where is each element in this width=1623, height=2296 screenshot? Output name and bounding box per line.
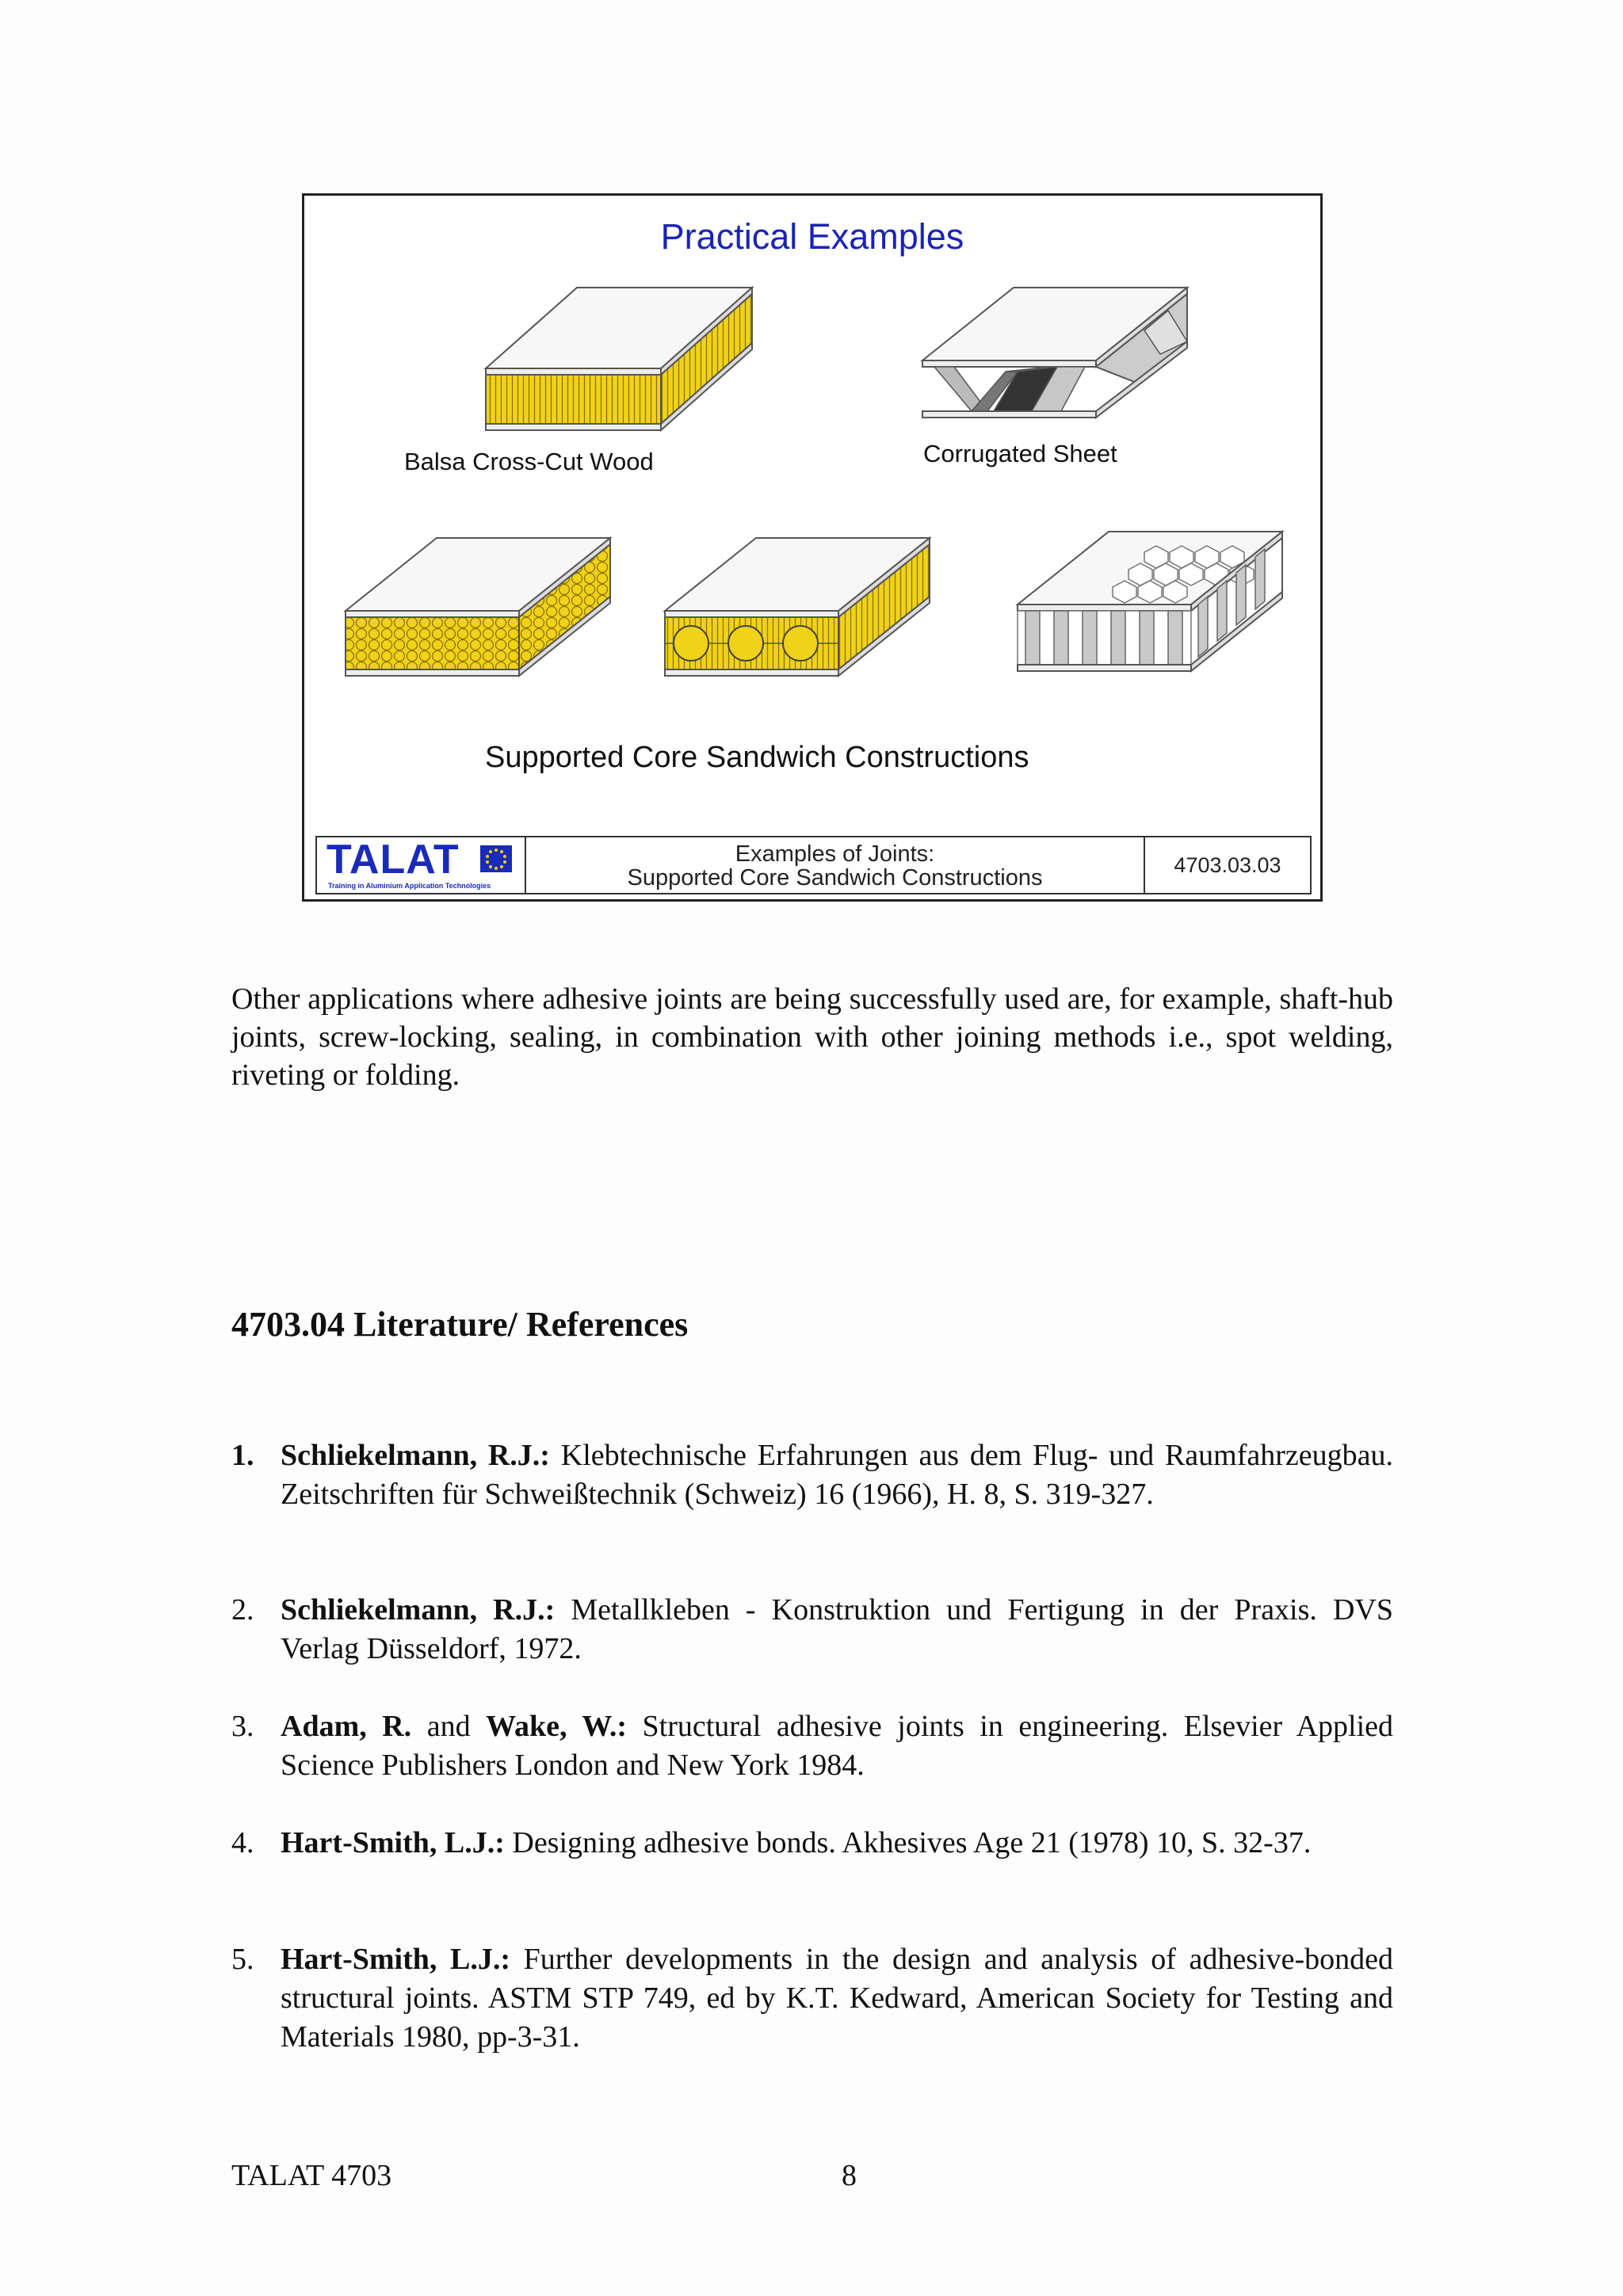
reference-text: Klebtechnische Erfahrungen aus dem Flug- und Raumfahrzeugbau. Zeitschriften für Schweißtechnik (Schweiz) 16 (1966), H. 8, S. 319-327. (281, 1439, 1393, 1511)
reference-connector: and (426, 1710, 471, 1743)
talat-logo (317, 837, 526, 893)
reference-author: Hart-Smith, L.J.: (281, 1943, 510, 1976)
corrugated-sandwich-icon (922, 288, 1187, 418)
reference-author-2: Wake, W.: (486, 1710, 627, 1743)
section-heading: 4703.04 Literature/ References (231, 1305, 689, 1344)
label-corrugated: Corrugated Sheet (923, 440, 1117, 467)
reference-author: Hart-Smith, L.J.: (281, 1826, 505, 1859)
label-balsa: Balsa Cross-Cut Wood (404, 448, 654, 475)
talat-tagline: Training in Aluminium Application Technologies (328, 882, 491, 890)
reference-number: 2. (231, 1593, 254, 1627)
reference-text: Metallkleben - Konstruktion und Fertigung in der Praxis. DVS Verlag Düsseldorf, 1972. (281, 1593, 1393, 1665)
sandwich-illustrations (304, 196, 1320, 830)
reference-author: Schliekelmann, R.J.: (281, 1593, 556, 1627)
reference-number: 1. (231, 1439, 254, 1472)
reference-author: Adam, R. (281, 1710, 412, 1743)
footer-page-number: 8 (842, 2159, 857, 2192)
foam-core-sandwich-icon (346, 538, 610, 676)
reference-item (231, 1591, 1393, 1669)
figure-caption (526, 837, 1145, 893)
reference-text: Designing adhesive bonds. Akhesives Age 21 (1978) 10, S. 32-37. (512, 1826, 1312, 1859)
reference-number: 4. (231, 1826, 254, 1859)
reference-item (231, 1707, 1393, 1785)
honeycomb-sandwich-icon (1018, 532, 1282, 671)
body-paragraph: Other applications where adhesive joints are being successfully used are, for example, shaft-hub joints, screw-locking, sealing, in combination with other joining methods i.e., spot welding, riveting or folding. (231, 982, 1393, 1092)
reference-item (231, 1940, 1393, 2057)
reference-text: Further developments in the design and analysis of adhesive-bonded structural joints. ASTM STP 749, ed by K.T. Kedward, American Society for Testing and Materials 1980, pp-3-31. (281, 1943, 1393, 2054)
caption-line-1: Examples of Joints: (735, 841, 935, 867)
reference-item (231, 1824, 1393, 1863)
balsa-sandwich-icon (486, 288, 752, 430)
figure-footer-table (315, 836, 1312, 894)
figure-practical-examples (302, 193, 1323, 902)
talat-logo-word: TALAT (327, 837, 460, 883)
figure-title: Practical Examples (660, 216, 964, 257)
reference-number: 3. (231, 1710, 254, 1743)
figure-code: 4703.03.03 (1174, 852, 1281, 877)
label-supported-core: Supported Core Sandwich Constructions (485, 741, 1029, 774)
reference-item (231, 1436, 1393, 1514)
tube-core-sandwich-icon (665, 538, 930, 676)
eu-flag-icon (480, 845, 512, 872)
reference-number: 5. (231, 1943, 254, 1976)
footer-doc-id: TALAT 4703 (231, 2159, 392, 2192)
reference-author: Schliekelmann, R.J.: (281, 1439, 550, 1472)
caption-line-2: Supported Core Sandwich Constructions (627, 865, 1043, 891)
reference-text: Structural adhesive joints in engineering. Elsevier Applied Science Publishers London and New York 1984. (281, 1710, 1394, 1782)
